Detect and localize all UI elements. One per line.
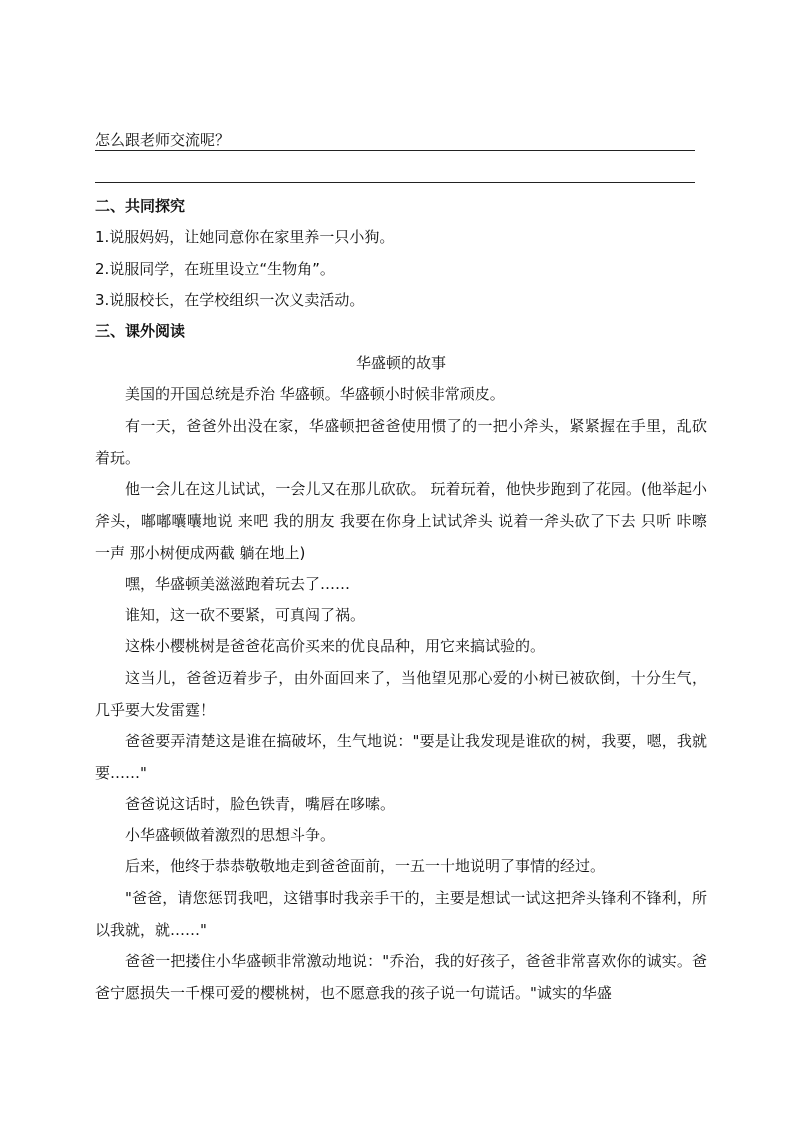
story-paragraph: "爸爸，请您惩罚我吧，这错事时我亲手干的，主要是想试一试这把斧头锋利不锋利，所以我就，就……" — [95, 889, 707, 939]
story-paragraph: 爸爸一把搂住小华盛顿非常激动地说："乔治，我的好孩子，爸爸非常喜欢你的诚实。爸爸宁愿损失一千棵可爱的樱桃树，也不愿意我的孩子说一句谎话。"诚实的华盛 — [95, 952, 707, 1002]
story-paragraph: 后来，他终于恭恭敬敬地走到爸爸面前，一五一十地说明了事情的经过。 — [125, 857, 606, 875]
answer-line-2 — [95, 182, 695, 183]
story-paragraph: 有一天，爸爸外出没在家，华盛顿把爸爸使用惯了的一把小斧头，紧紧握在手里，乱砍着玩。 — [95, 417, 707, 467]
story-paragraph: 谁知，这一砍不要紧，可真闯了祸。 — [125, 606, 366, 624]
section2-item-3: 3.说服校长，在学校组织一次义卖活动。 — [95, 291, 365, 309]
story-paragraph: 美国的开国总统是乔治 华盛顿。华盛顿小时候非常顽皮。 — [125, 385, 505, 403]
answer-line-1 — [95, 150, 695, 151]
section2-heading: 二、共同探究 — [95, 197, 186, 215]
question-text: 怎么跟老师交流呢？ — [95, 131, 231, 149]
section2-item-2: 2.说服同学，在班里设立“生物角”。 — [95, 260, 335, 278]
section2-item-1: 1.说服妈妈，让她同意你在家里养一只小狗。 — [95, 228, 395, 246]
story-paragraph: 爸爸要弄清楚这是谁在搞破坏，生气地说："要是让我发现是谁砍的树，我要，嗯，我就要……" — [95, 732, 707, 782]
story-paragraph: 嘿，华盛顿美滋滋跑着玩去了…… — [125, 575, 351, 593]
section3-heading: 三、课外阅读 — [95, 322, 186, 340]
story-paragraph: 小华盛顿做着激烈的思想斗争。 — [125, 826, 336, 844]
story-paragraph: 这当儿，爸爸迈着步子，由外面回来了，当他望见那心爱的小树已被砍倒，十分生气，几乎要大发雷霆！ — [95, 669, 707, 719]
story-paragraph: 他一会儿在这儿试试，一会儿又在那儿砍砍。 玩着玩着，他快步跑到了花园。(他举起小斧头，嘟嘟囔囔地说 来吧 我的朋友 我要在你身上试试斧头 说着一斧头砍了下去 只听 咔嚓 一声 那小树便成两截 躺在地上) — [95, 480, 707, 562]
story-title: 华盛顿的故事 — [355, 354, 446, 372]
story-paragraph: 爸爸说这话时，脸色铁青，嘴唇在哆嗦。 — [125, 795, 396, 813]
story-paragraph: 这株小樱桃树是爸爸花高价买来的优良品种，用它来搞试验的。 — [125, 637, 546, 655]
